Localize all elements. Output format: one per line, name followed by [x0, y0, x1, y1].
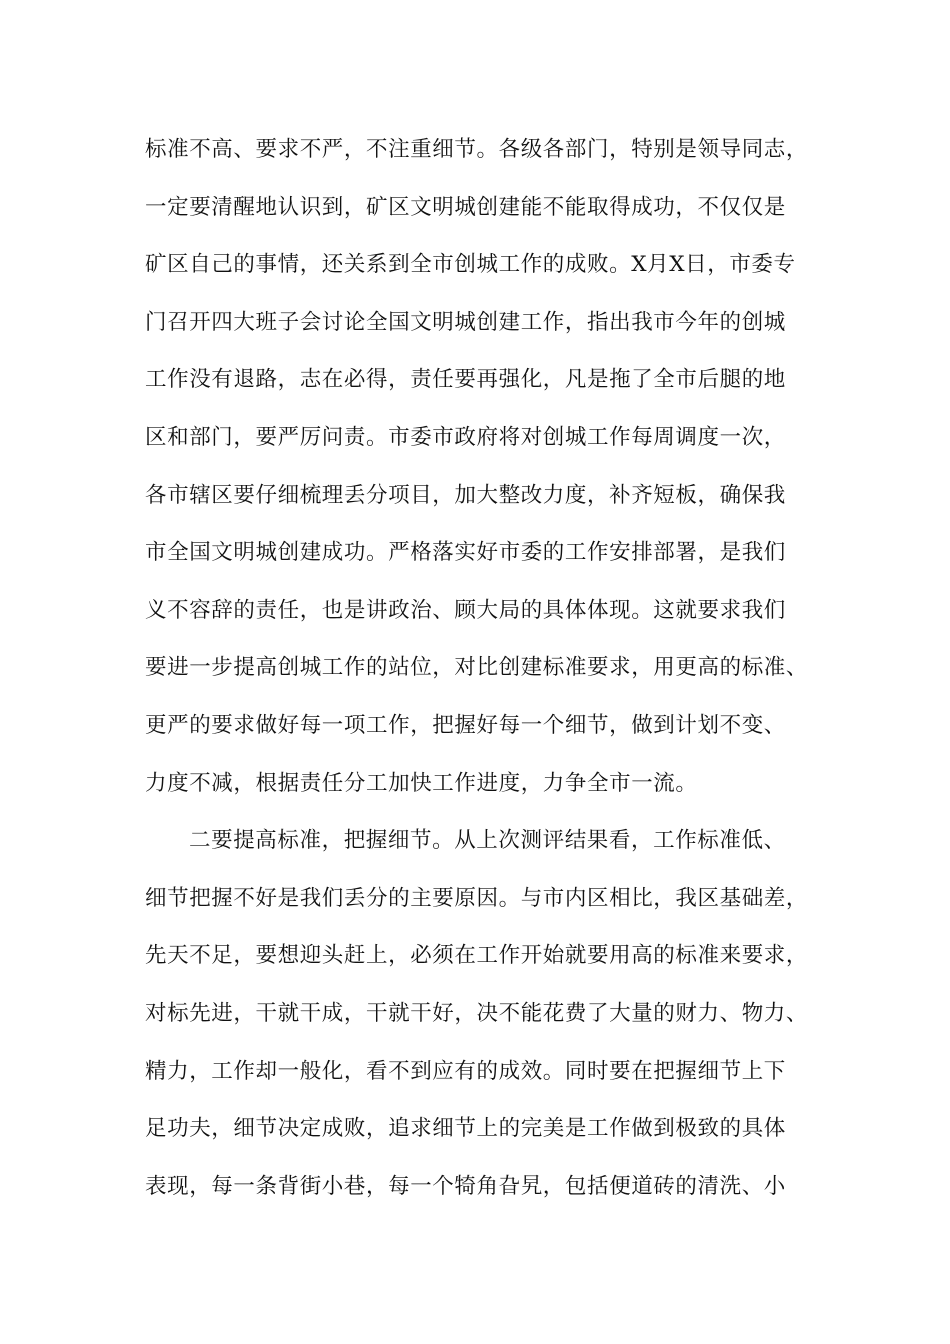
text-line: 矿区自己的事情，还关系到全市创城工作的成败。X月X日，市委专: [145, 252, 796, 278]
text-line: 各市辖区要仔细梳理丢分项目，加大整改力度，补齐短板，确保我: [145, 482, 786, 508]
text-line: 足功夫，细节决定成败，追求细节上的完美是工作做到极致的具体: [145, 1116, 786, 1142]
text-line: 区和部门，要严厉问责。市委市政府将对创城工作每周调度一次，: [145, 424, 786, 450]
paragraph-start-line: 二要提高标准，把握细节。从上次测评结果看，工作标准低、: [189, 828, 786, 854]
text-line: 精力，工作却一般化，看不到应有的成效。同时要在把握细节上下: [145, 1058, 786, 1084]
text-line: 门召开四大班子会讨论全国文明城创建工作，指出我市今年的创城: [145, 309, 786, 335]
text-line: 工作没有退路，志在必得，责任要再强化，凡是拖了全市后腿的地: [145, 367, 786, 393]
document-body: [145, 129, 845, 1223]
text-line: 标准不高、要求不严，不注重细节。各级各部门，特别是领导同志，: [145, 137, 809, 162]
text-line: 要进一步提高创城工作的站位，对比创建标准要求，用更高的标准、: [145, 655, 809, 681]
text-line: 一定要清醒地认识到，矿区文明城创建能不能取得成功，不仅仅是: [145, 194, 786, 220]
text-line: 对标先进，干就干成，干就干好，决不能花费了大量的财力、物力、: [145, 1000, 809, 1026]
text-line: 表现，每一条背街小巷，每一个犄角旮旯，包括便道砖的清洗、小: [145, 1173, 786, 1199]
text-line: 更严的要求做好每一项工作，把握好每一个细节，做到计划不变、: [145, 712, 786, 738]
text-line: 义不容辞的责任，也是讲政治、顾大局的具体体现。这就要求我们: [145, 597, 786, 623]
text-line: 细节把握不好是我们丢分的主要原因。与市内区相比，我区基础差，: [145, 885, 809, 911]
text-line: 先天不足，要想迎头赶上，必须在工作开始就要用高的标准来要求，: [145, 943, 809, 969]
text-line: 市全国文明城创建成功。严格落实好市委的工作安排部署，是我们: [145, 540, 786, 566]
text-line: 力度不减，根据责任分工加快工作进度，力争全市一流。: [145, 770, 698, 796]
